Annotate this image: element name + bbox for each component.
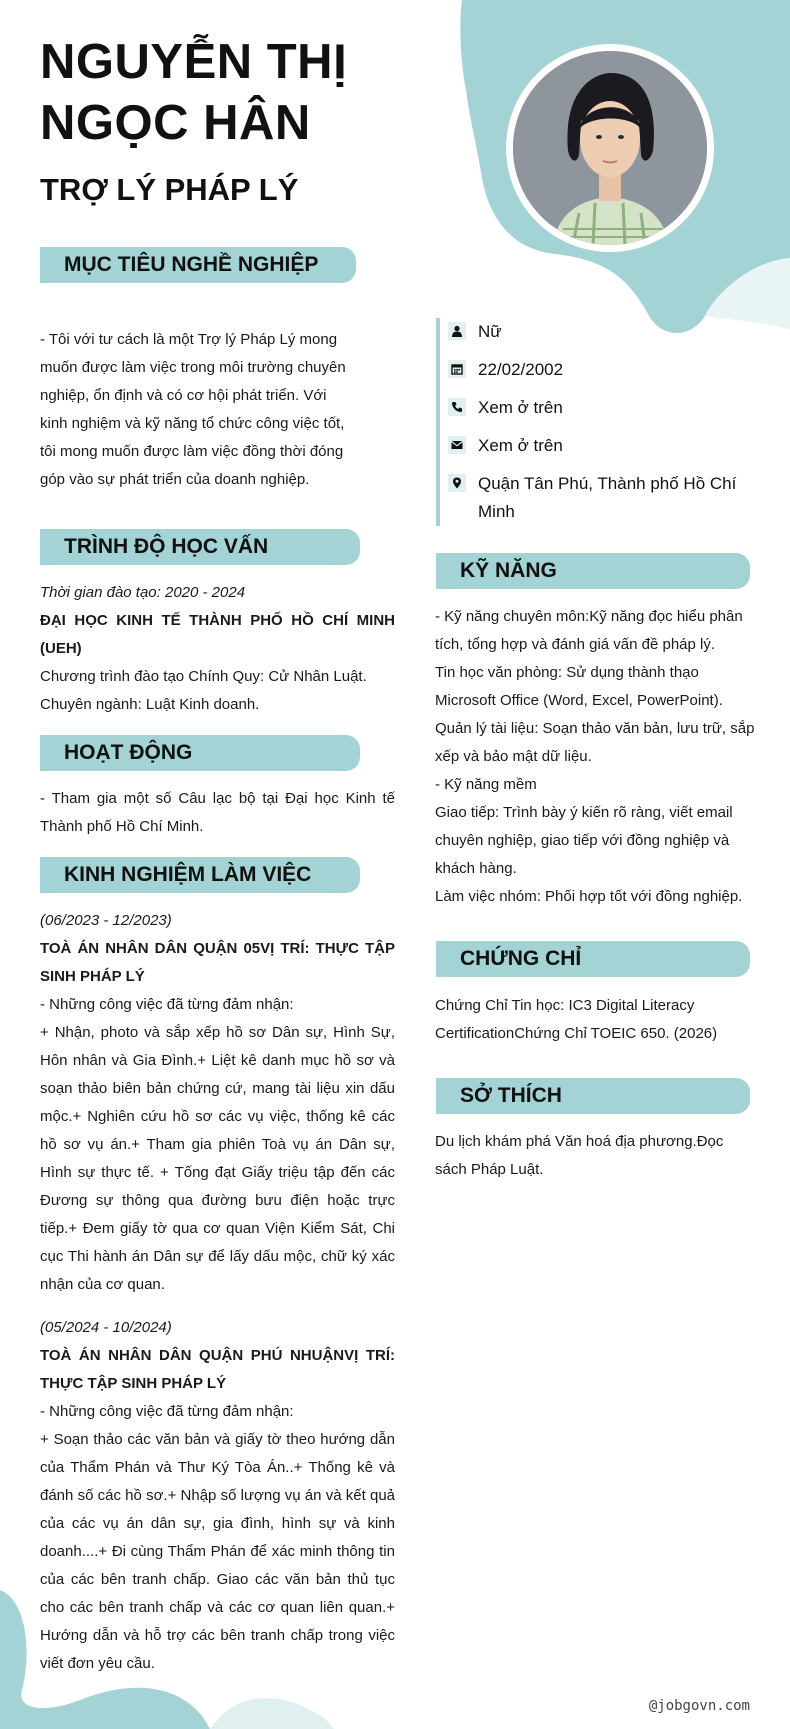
job-1-period: (06/2023 - 12/2023) bbox=[40, 912, 172, 929]
location-icon bbox=[448, 474, 466, 492]
email-value: Xem ở trên bbox=[478, 436, 563, 455]
section-certificates-title: CHỨNG CHỈ bbox=[460, 947, 582, 970]
address-value: Quận Tân Phú, Thành phố Hồ Chí Minh bbox=[478, 474, 737, 521]
skill-line: Tin học văn phòng: Sử dụng thành thạo Microsoft Office (Word, Excel, PowerPoint). bbox=[435, 664, 723, 709]
section-objective-title: MỤC TIÊU NGHỀ NGHIỆP bbox=[64, 253, 319, 276]
skill-line: - Kỹ năng chuyên môn:Kỹ năng đọc hiểu phân tích, tổng hợp và đánh giá vấn đề pháp lý. bbox=[435, 608, 743, 653]
contact-gender bbox=[448, 318, 768, 346]
candidate-name bbox=[40, 32, 347, 154]
education-period: Thời gian đào tạo: 2020 - 2024 bbox=[40, 584, 246, 601]
section-skills-header bbox=[436, 553, 750, 589]
experience-job-1 bbox=[40, 907, 395, 1299]
section-skills-title: KỸ NĂNG bbox=[460, 559, 557, 582]
watermark: @jobgovn.com bbox=[648, 1698, 750, 1714]
job-2-period: (05/2024 - 10/2024) bbox=[40, 1319, 172, 1336]
email-icon bbox=[448, 436, 466, 454]
job-2-company: TOÀ ÁN NHÂN DÂN QUẬN PHÚ NHUẬNVỊ TRÍ: THỰC TẬP SINH PHÁP LÝ bbox=[40, 1347, 395, 1392]
section-activities-title: HOẠT ĐỘNG bbox=[64, 741, 193, 764]
section-hobbies-header bbox=[436, 1078, 750, 1114]
contact-phone bbox=[448, 394, 768, 422]
section-experience-header bbox=[40, 857, 360, 893]
job-2-intro: - Những công việc đã từng đảm nhận: bbox=[40, 1403, 294, 1420]
hobbies-text: Du lịch khám phá Văn hoá địa phương.Đọc sách Pháp Luật. bbox=[435, 1133, 724, 1178]
objective-text: - Tôi với tư cách là một Trợ lý Pháp Lý mong muốn được làm việc trong môi trường chuyên nghiệp, ổn định và có cơ hội phát triển. Với kinh nghiệm và kỹ năng tổ chức công việc tốt, tôi mong muốn được làm việc đồng thời đóng góp vào sự phát triển của doanh nghiệp. bbox=[40, 331, 346, 488]
calendar-icon bbox=[448, 360, 466, 378]
contact-address bbox=[448, 470, 768, 526]
avatar bbox=[502, 40, 718, 256]
job-title: TRỢ LÝ PHÁP LÝ bbox=[40, 172, 299, 207]
section-hobbies-title: SỞ THÍCH bbox=[460, 1084, 562, 1107]
phone-icon bbox=[448, 398, 466, 416]
person-icon bbox=[448, 322, 466, 340]
phone-value: Xem ở trên bbox=[478, 398, 563, 417]
job-2-details: + Soạn thảo các văn bản và giấy tờ theo hướng dẫn của Thẩm Phán và Thư Ký Tòa Án..+ Thống kê và đánh số các hồ sơ.+ Nhập số lượng vụ án và kết quả của các vụ án dân sự, gia đình, hình sự và kinh doanh....+ Đi cùng Thẩm Phán để xác minh thông tin của các bên tranh chấp. Giao các văn bản thủ tục cho các bên tranh chấp và các cơ quan liên quan.+ Hướng dẫn và hỗ trợ các bên tranh chấp trong việc viết đơn yêu cầu. bbox=[40, 1431, 395, 1672]
gender-value: Nữ bbox=[478, 322, 502, 341]
skill-line: - Kỹ năng mềm bbox=[435, 776, 537, 793]
education-school: ĐẠI HỌC KINH TẾ THÀNH PHỐ HỒ CHÍ MINH (UEH) bbox=[40, 612, 395, 657]
contact-birthday bbox=[448, 356, 768, 384]
birthday-value: 22/02/2002 bbox=[478, 360, 564, 379]
job-1-intro: - Những công việc đã từng đảm nhận: bbox=[40, 996, 294, 1013]
experience-job-2 bbox=[40, 1314, 395, 1678]
skill-line: Giao tiếp: Trình bày ý kiến rõ ràng, viết email chuyên nghiệp, giao tiếp với đồng nghiệp và khách hàng. bbox=[435, 804, 733, 877]
section-certificates-header bbox=[436, 941, 750, 977]
name-line-1: NGUYỄN THỊ bbox=[40, 35, 348, 89]
education-program: Chương trình đào tạo Chính Quy: Cử Nhân Luật. bbox=[40, 668, 367, 685]
profile-photo bbox=[513, 51, 707, 245]
skill-line: Quản lý tài liệu: Soạn thảo văn bản, lưu trữ, sắp xếp và bảo mật dữ liệu. bbox=[435, 720, 755, 765]
section-experience-title: KINH NGHIỆM LÀM VIỆC bbox=[64, 863, 312, 886]
skill-line: Làm việc nhóm: Phối hợp tốt với đồng nghiệp. bbox=[435, 888, 743, 905]
section-objective-header bbox=[40, 247, 356, 283]
contact-info bbox=[436, 318, 768, 526]
section-education-title: TRÌNH ĐỘ HỌC VẤN bbox=[64, 535, 269, 558]
job-1-company: TOÀ ÁN NHÂN DÂN QUẬN 05VỊ TRÍ: THỰC TẬP SINH PHÁP LÝ bbox=[40, 940, 395, 985]
activities-text: - Tham gia một số Câu lạc bộ tại Đại học Kinh tế Thành phố Hồ Chí Minh. bbox=[40, 790, 395, 835]
education-body bbox=[40, 579, 395, 719]
education-major: Chuyên ngành: Luật Kinh doanh. bbox=[40, 696, 260, 713]
name-line-2: NGỌC HÂN bbox=[40, 96, 311, 150]
section-education-header bbox=[40, 529, 360, 565]
certificates-text: Chứng Chỉ Tin học: IC3 Digital Literacy CertificationChứng Chỉ TOEIC 650. (2026) bbox=[435, 997, 718, 1042]
skills-body bbox=[435, 603, 755, 911]
section-activities-header bbox=[40, 735, 360, 771]
contact-email bbox=[448, 432, 768, 460]
job-1-details: + Nhận, photo và sắp xếp hồ sơ Dân sự, Hình Sự, Hôn nhân và Gia Đình.+ Liệt kê danh mục hồ sơ và soạn thảo biên bản chứng cứ, mang tài liệu xin dấu mộc.+ Nghiên cứu hồ sơ các vụ việc, thống kê các hồ sơ vụ án.+ Tham gia phiên Toà vụ án Dân sự, Hình sự thực tế. + Tống đạt Giấy triệu tập đến các Đương sự thông qua đường bưu điện hoặc trực tiếp.+ Đem giấy tờ qua cơ quan Viện Kiểm Sát, Chi cục Thi hành án Dân sự để lấy dấu mộc, chữ ký xác nhận của cơ quan. bbox=[40, 1024, 395, 1293]
